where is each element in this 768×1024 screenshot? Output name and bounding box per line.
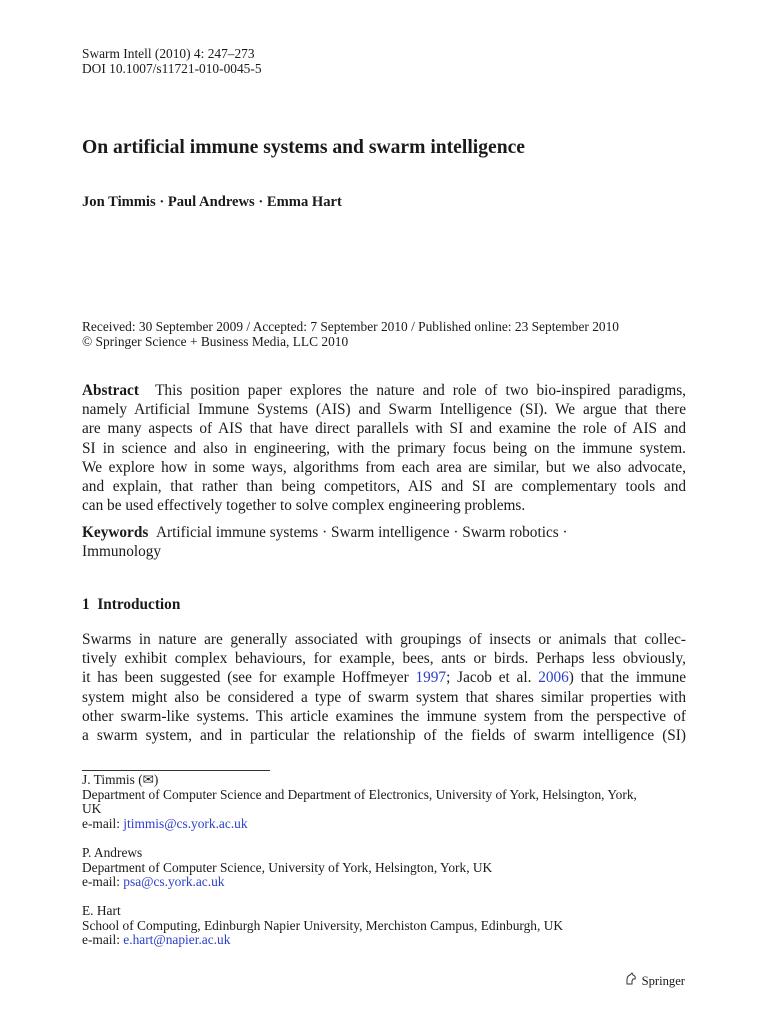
- affiliation-name: J. Timmis (✉): [82, 772, 159, 787]
- section-heading: [82, 596, 180, 614]
- abstract-line: SI in science and also in engineering, with the primary focus being on the immune system.: [82, 439, 686, 457]
- abstract: [82, 381, 686, 515]
- publication-info: [82, 320, 619, 349]
- section-number: 1: [82, 596, 90, 613]
- abstract-line: are many aspects of AIS that have direct parallels with SI and examine the role of AIS and: [82, 420, 686, 438]
- affiliation-email-row: e-mail: jtimmis@cs.york.ac.uk: [82, 815, 248, 831]
- affiliation-dept: School of Computing, Edinburgh Napier University, Merchiston Campus, Edinburgh, UK: [82, 917, 564, 933]
- abstract-line: can be used effectively together to solve complex engineering problems.: [82, 497, 526, 515]
- affiliation-name: P. Andrews: [82, 845, 143, 860]
- abstract-label: Abstract: [82, 382, 139, 399]
- intro-line: it has been suggested (see for example Hoffmeyer 1997; Jacob et al. 2006) that the immune: [82, 669, 687, 687]
- keywords-label: Keywords: [82, 524, 149, 541]
- email-link[interactable]: psa@cs.york.ac.uk: [123, 874, 225, 890]
- author-list: Jon Timmis · Paul Andrews · Emma Hart: [82, 194, 342, 210]
- keywords-line: Immunology: [82, 543, 162, 561]
- intro-line: other swarm-like systems. This article examines the immune system from the perspective of: [82, 707, 686, 725]
- abstract-line: and explain, that rather than being competitors, AIS and SI are complementary tools and: [82, 478, 686, 496]
- affiliation-dept: Department of Computer Science and Department of Electronics, University of York, Helsington, York,: [82, 786, 637, 802]
- springer-horse-icon: [624, 972, 638, 990]
- publication-dates: Received: 30 September 2009 / Accepted: 7 September 2010 / Published online: 23 September 2010: [82, 319, 620, 334]
- keywords-line: Artificial immune systems · Swarm intelligence · Swarm robotics ·: [155, 524, 568, 541]
- affiliation-dept: Department of Computer Science, University of York, Helsington, York, UK: [82, 859, 493, 875]
- affiliation-email-row: e-mail: e.hart@napier.ac.uk: [82, 932, 231, 948]
- publisher-name: Springer: [641, 973, 685, 988]
- copyright-notice: © Springer Science + Business Media, LLC 2010: [82, 333, 349, 349]
- email-link[interactable]: jtimmis@cs.york.ac.uk: [123, 815, 248, 831]
- abstract-line: namely Artificial Immune Systems (AIS) and Swarm Intelligence (SI). We argue that there: [82, 401, 686, 419]
- footnote-divider: [82, 770, 270, 771]
- section-title: Introduction: [97, 596, 181, 613]
- affiliation-hart: [82, 904, 682, 948]
- springer-logo: [624, 972, 685, 990]
- citation-link-hoffmeyer[interactable]: 1997: [415, 669, 447, 687]
- intro-line: tively exhibit complex behaviours, for example, bees, ants or birds. Perhaps less obviously,: [82, 650, 686, 668]
- affiliation-andrews: [82, 846, 682, 890]
- doi: DOI 10.1007/s11721-010-0045-5: [82, 60, 262, 76]
- email-link[interactable]: e.hart@napier.ac.uk: [123, 932, 231, 948]
- paper-title: On artificial immune systems and swarm intelligence: [82, 137, 525, 158]
- intro-line: Swarms in nature are generally associated with groupings of insects or animals that collec-: [82, 631, 686, 648]
- journal-header: [82, 47, 262, 76]
- affiliation-timmis: [82, 773, 682, 831]
- affiliation-name: E. Hart: [82, 903, 121, 918]
- affiliation-dept: UK: [82, 801, 102, 817]
- citation-link-jacob[interactable]: 2006: [538, 669, 569, 687]
- abstract-line: We explore how in some ways, algorithms from each area are similar, but we also advocate,: [82, 458, 686, 476]
- journal-citation: Swarm Intell (2010) 4: 247–273: [82, 46, 255, 61]
- intro-line: system might also be considered a type of swarm system that shares similar properties with: [82, 688, 686, 706]
- abstract-line: This position paper explores the nature and role of two bio-inspired paradigms,: [155, 382, 687, 399]
- keywords: [82, 523, 686, 561]
- affiliation-email-row: e-mail: psa@cs.york.ac.uk: [82, 874, 225, 890]
- intro-line: a swarm system, and in particular the relationship of the fields of swarm intelligence (SI): [82, 727, 686, 745]
- intro-paragraph: [82, 630, 686, 745]
